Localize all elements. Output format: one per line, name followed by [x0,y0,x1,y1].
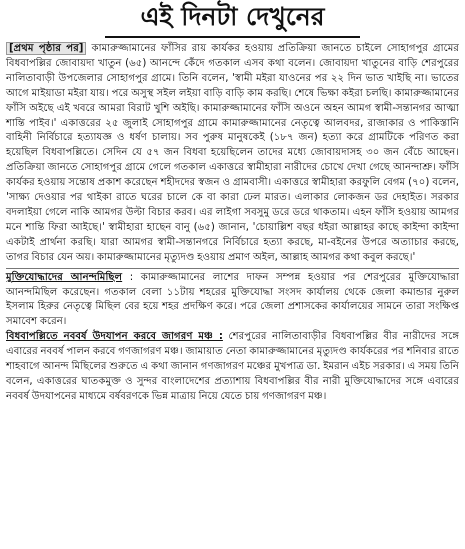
article-text: কামারুজ্জামানের ফাঁসির রায় কার্যকর হওয়ায় প্রতিক্রিয়া জানতে চাইলে সোহাগপুর গ্রামের বিধবাপল্লির জোবায়দা খাতুন (৬৫) আনন্দে কেঁদে গতকাল এসব কথা বলেন। জোবায়দা খাতুনের বাড়ি শেরপুরের নালিতাবাড়ী উপজেলার সোহাগপুর গ্রামে। তিনি বলেন, 'স্বামী মইরা যাওনের পর ২২ দিন ভাত খাইছি না। ভাতের আগে মাইয়াডা মইরা যায়। পরে অসুস্থ সইল লইয়া বাড়ি বাড়ি কাম করছি। শেষে ভিক্ষা কইরা চলছি। কামারুজ্জামানের ফাঁসি অইছে এই খবরে আমরা বিরাট খুশি অইছি। কামারুজ্জামানের ফাঁসি অওনে অহন আমগ স্বামী-সন্তানগর আত্মা শান্তি পাইব।' একাত্তরের ২৫ জুলাই সোহাগপুর গ্রামে কামারুজ্জামানের নেতৃত্বে আলবদর, রাজাকার ও পাকিস্তানি বাহিনী নির্বিচারে হত্যাযজ্ঞ ও ধর্ষণ চালায়। সব পুরুষ মানুষকেই (১৮৭ জন) হত্যা করে গ্রামটিকে পরিণত করা হয়েছিল বিধবাপল্লিতে। সেদিন যে ৫৭ জন বিধবা হয়েছিলেন তাদের মধ্যে জোবায়দাসহ ৩০ জন বেঁচে আছেন। প্রতিক্রিয়া জানতে সোহাগপুর গ্রামে গেলে গতকাল একাত্তরে স্বামীহারা নারীদের চোখে দেখা গেছে আনন্দাশ্রু। ফাঁসি কার্যকর হওয়ায় সন্তোষ প্রকাশ করেছেন শহীদদের স্বজন ও গ্রামবাসী। একাত্তরে স্বামীহারা করফুলি বেগম (৭০) বলেন, 'সাক্ষ্য দেওয়ার পর থাইকা রাতে ঘরের চালে কে বা কারা ঢেল মারত। এলাকার লোকজন ডর দেহাইত। সরকার বদলাইয়া গেলে নাকি আমগর উল্টা বিচার করব। এর লাইগা সবসুমু ডরে ডরে থাকতাম। এহন ফাঁসি হওয়ায় আমগর মনে শান্তি ফিরা আইছে।' স্বামীহারা হাছেন বানু (৬৫) জানান, 'চোয়াল্লিশ বছর ধইরা আল্লাহর কাছে কাইন্দা কাইন্দা একটাই প্রার্থনা করছি। যারা আমগর স্বামী-সন্তানগরে নির্বিচারে হত্যা করছে, মা-বইনের উপরে অত্যাচার করছে, তাগর বিচার যেন অয়। কামারুজ্জামানের মৃত্যুদণ্ড হওয়ায় প্রমাণ অইল, আল্লাহ আমগর কথা কবুল করছে।' [6,43,459,263]
section-text: শেরপুরের নালিতাবাড়ীর বিধবাপল্লির বীর নারীদের সঙ্গে এবারের নববর্ষ পালন করবে গণজাগরণ মঞ্চ। জামায়াত নেতা কামারুজ্জামানের মৃত্যুদণ্ড কার্যকরের পর শনিবার রাতে শাহবাগে আনন্দ মিছিলের শুরুতে এ কথা জানান গণজাগরণ মঞ্চের মুখপাত্র ডা. ইমরান এইচ সরকার। এ সময় তিনি বলেন, একাত্তরের ঘাতকমুক্ত ও সুন্দর বাংলাদেশের প্রত্যাশায় বিধবাপল্লির বীর নারী মুক্তিযোদ্ধাদের সঙ্গে এবারের নববর্ষ উদযাপনের মাধ্যমে বর্ষবরণকে ভিন্ন মাত্রায় নিয়ে যেতে চায় গণজাগরণ মঞ্চ। [6,331,459,402]
headline: এই দিনটা দেখুনের [105,2,361,38]
section-heading: বিধবাপল্লিতে নববর্ষ উদযাপন করবে জাগরণ মঞ্চ : [6,331,223,343]
section-freedom-fighters-rally [6,271,459,331]
section-new-year-celebration [6,330,459,405]
section-divider [6,268,459,269]
article-body [6,42,459,266]
section-heading: মুক্তিযোদ্ধাদের আনন্দমিছিল [6,271,123,283]
headline-wrap [6,0,459,42]
continued-from-front-label: [প্রথম পৃষ্ঠার পর] [6,42,86,55]
section-text: : কামারুজ্জামানের লাশের দাফন সম্পন্ন হওয়ার পর শেরপুরের মুক্তিযোদ্ধারা আনন্দমিছিল করেছেন। গতকাল বেলা ১১টায় শহরের মুক্তিযোদ্ধা সংসদ কার্যালয় থেকে জেলা কমান্ডার নুরুল ইসলাম হিরুর নেতৃত্বে মিছিল বের হয়ে শহর প্রদক্ষিণ করে। পরে জেলা প্রশাসকের কার্যালয়ের সামনে তারা সংক্ষিপ্ত সমাবেশ করেন। [6,271,459,328]
